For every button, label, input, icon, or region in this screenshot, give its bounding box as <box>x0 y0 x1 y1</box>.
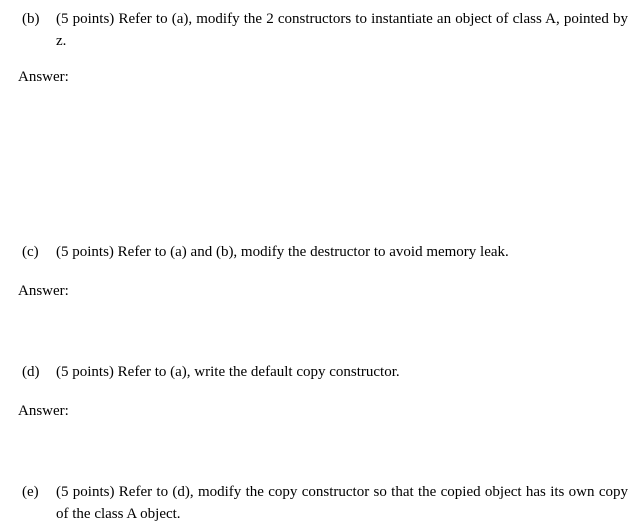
question-text: (5 points) Refer to (a), write the default copy constructor. <box>56 364 400 380</box>
answer-label: Answer: <box>18 403 69 419</box>
question-label: (e) <box>22 484 39 500</box>
question-text: (5 points) Refer to (a), modify the 2 constructors to instantiate an object of class A, pointed by z. <box>56 11 628 49</box>
question-b <box>22 8 628 52</box>
answer-area-d[interactable] <box>18 424 618 478</box>
answer-label: Answer: <box>18 283 69 299</box>
question-c <box>22 241 628 263</box>
question-d <box>22 361 628 383</box>
question-label: (b) <box>22 11 40 27</box>
question-label: (d) <box>22 364 40 380</box>
question-e <box>22 481 628 525</box>
question-label: (c) <box>22 244 39 260</box>
answer-area-b[interactable] <box>18 90 618 230</box>
question-text: (5 points) Refer to (d), modify the copy constructor so that the copied object has its own copy of the class A object. <box>56 484 628 522</box>
answer-area-c[interactable] <box>18 304 618 356</box>
answer-label: Answer: <box>18 69 69 85</box>
question-text: (5 points) Refer to (a) and (b), modify the destructor to avoid memory leak. <box>56 244 509 260</box>
